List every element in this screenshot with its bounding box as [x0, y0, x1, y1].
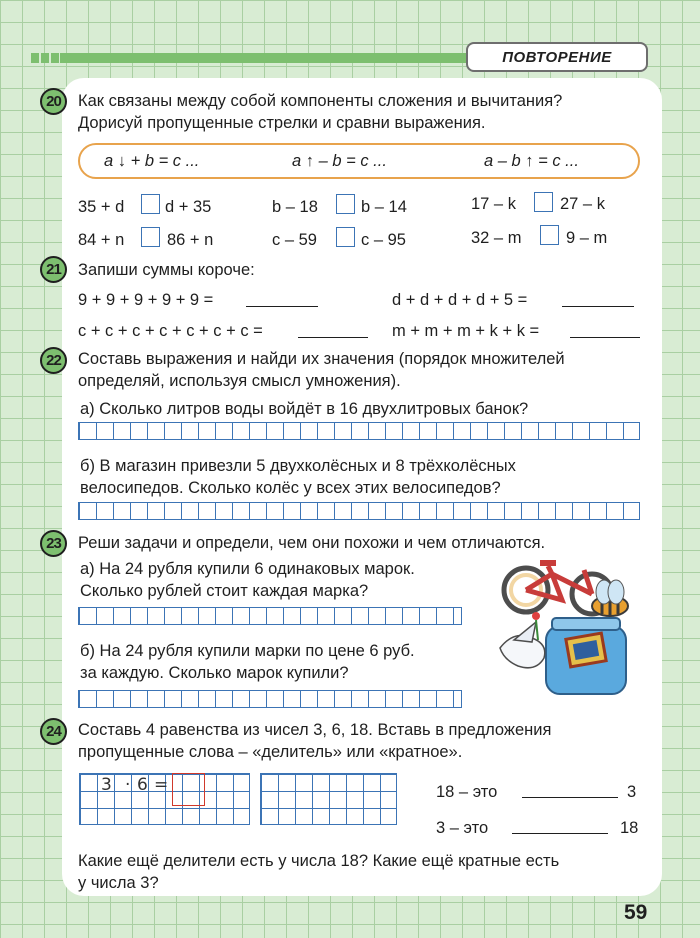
sentence-1-end: 3: [627, 783, 637, 801]
expr-left: 17 – k: [471, 195, 516, 213]
expr-right: b – 14: [361, 198, 407, 216]
task-23-title: Реши задачи и определи, чем они похожи и чем отличаются.: [78, 534, 546, 552]
answer-line[interactable]: [562, 306, 634, 307]
task-21-number: 21: [40, 256, 67, 283]
answer-cells[interactable]: [78, 502, 640, 520]
task-22-b-line-2: велосипедов. Сколько колёс у всех этих велосипедов?: [80, 479, 501, 497]
answer-line[interactable]: [512, 833, 608, 834]
compare-box[interactable]: [336, 194, 355, 214]
task-23-b-line-2: за каждую. Сколько марок купили?: [80, 664, 349, 682]
task-22-line-1: Составь выражения и найди их значения (порядок множителей: [78, 350, 565, 368]
compare-box[interactable]: [534, 192, 553, 212]
task-22-b-line-1: б) В магазин привезли 5 двухколёсных и 8 трёхколёсных: [80, 457, 516, 475]
expr-left: 32 – m: [471, 229, 522, 247]
task-24-question-2: у числа 3?: [78, 874, 159, 892]
task-22-number: 22: [40, 347, 67, 374]
answer-cells[interactable]: [78, 422, 640, 440]
header-bar-segment: [41, 53, 49, 63]
compare-box[interactable]: [141, 227, 160, 247]
hint-1: a ↓ + b = c ...: [104, 152, 200, 170]
expr-right: c – 95: [361, 231, 406, 249]
compare-box[interactable]: [141, 194, 160, 214]
expr-left: c – 59: [272, 231, 317, 249]
task-24-line-1: Составь 4 равенства из чисел 3, 6, 18. Вставь в предложения: [78, 721, 552, 739]
sum-1: 9 + 9 + 9 + 9 + 9 =: [78, 291, 214, 309]
compare-box[interactable]: [540, 225, 559, 245]
sum-4: m + m + m + k + k =: [392, 322, 540, 340]
sum-3: c + c + c + c + c + c + c =: [78, 322, 263, 340]
expr-right: 86 + n: [167, 231, 214, 249]
sentence-2-start: 3 – это: [436, 819, 489, 837]
task-22-line-2: определяй, используя смысл умножения).: [78, 372, 401, 390]
equation-grid-2[interactable]: [260, 773, 397, 825]
hint-2: a ↑ – b = c ...: [292, 152, 387, 170]
handwritten-digit: 3: [101, 775, 112, 795]
expr-left: 35 + d: [78, 198, 125, 216]
header-bar-segment: [51, 53, 59, 63]
expr-right: 9 – m: [566, 229, 608, 247]
answer-highlight-box[interactable]: [172, 773, 205, 806]
handwritten-equals: =: [154, 775, 169, 795]
bee-icon: [592, 580, 628, 616]
answer-line[interactable]: [570, 337, 640, 338]
task-24-number: 24: [40, 718, 67, 745]
answer-line[interactable]: [298, 337, 368, 338]
task-24-line-2: пропущенные слова – «делитель» или «кратное».: [78, 743, 463, 761]
dove-icon: [500, 622, 545, 668]
answer-line[interactable]: [246, 306, 318, 307]
expr-left: 84 + n: [78, 231, 125, 249]
answer-cells[interactable]: [78, 690, 462, 708]
handwritten-digit: 6: [137, 775, 148, 795]
task-23-a-line-2: Сколько рублей стоит каждая марка?: [80, 582, 369, 600]
handwritten-dot: ·: [125, 775, 131, 795]
task-20-line-2: Дорисуй пропущенные стрелки и сравни выражения.: [78, 114, 486, 132]
header-bar-segment: [31, 53, 39, 63]
jar-icon: [546, 618, 626, 694]
task-20-number: 20: [40, 88, 67, 115]
task-22-a: а) Сколько литров воды войдёт в 16 двухлитровых банок?: [80, 400, 529, 418]
task-23-a-line-1: а) На 24 рубля купили 6 одинаковых марок.: [80, 560, 415, 578]
sentence-1-start: 18 – это: [436, 783, 498, 801]
expr-right: d + 35: [165, 198, 212, 216]
compare-box[interactable]: [336, 227, 355, 247]
sentence-2-end: 18: [620, 819, 639, 837]
task-23-number: 23: [40, 530, 67, 557]
answer-line[interactable]: [522, 797, 618, 798]
task-24-question-1: Какие ещё делители есть у числа 18? Какие ещё кратные есть: [78, 852, 560, 870]
expr-right: 27 – k: [560, 195, 605, 213]
hint-3: a – b ↑ = c ...: [484, 152, 579, 170]
answer-cells[interactable]: [78, 607, 462, 625]
expr-left: b – 18: [272, 198, 318, 216]
page-number: 59: [624, 901, 648, 924]
task-20-line-1: Как связаны между собой компоненты сложения и вычитания?: [78, 92, 563, 110]
task-21-title: Запиши суммы короче:: [78, 261, 255, 279]
stamps-illustration: [492, 560, 640, 700]
task-23-b-line-1: б) На 24 рубля купили марки по цене 6 руб.: [80, 642, 415, 660]
sum-2: d + d + d + d + 5 =: [392, 291, 528, 309]
section-label: ПОВТОРЕНИЕ: [466, 42, 648, 72]
